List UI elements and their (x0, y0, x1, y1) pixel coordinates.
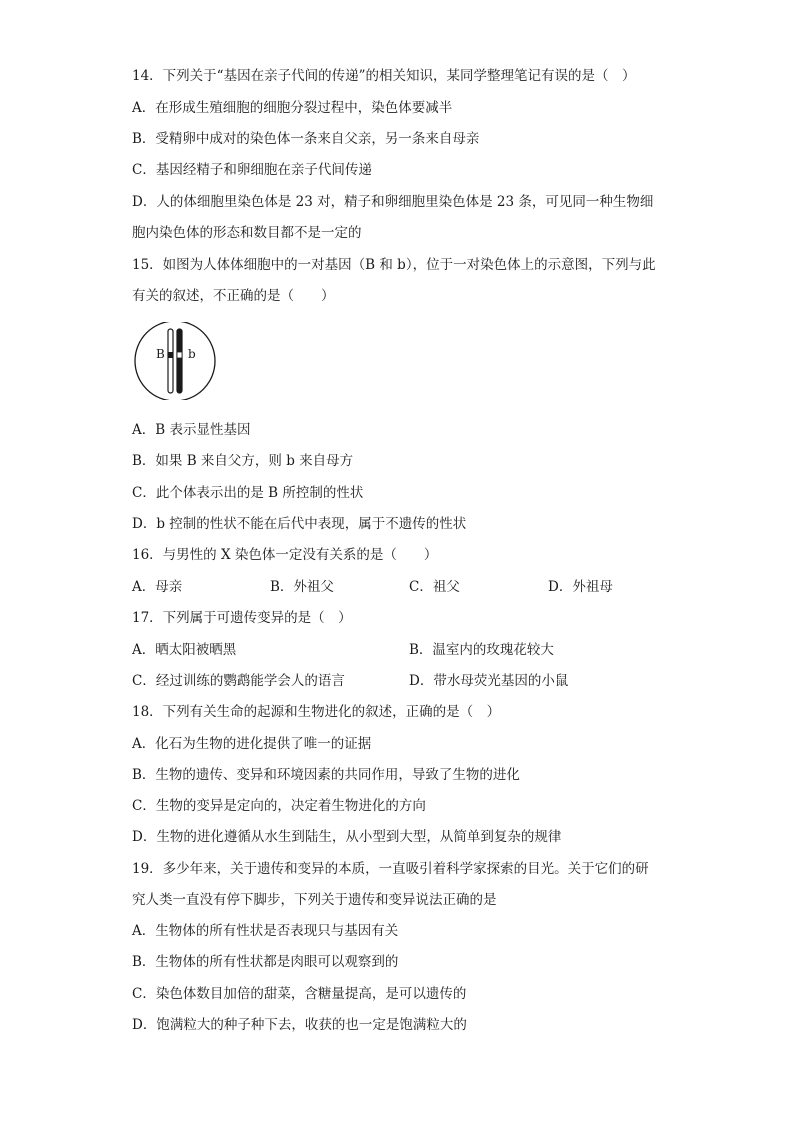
q15-stem-line1: 15．如图为人体体细胞中的一对基因（B 和 b），位于一对染色体上的示意图，下列与此 (132, 257, 656, 273)
gene-locus-b-upper (168, 352, 173, 358)
q14-stem: 14．下列关于“基因在亲子代间的传递”的相关知识，某同学整理笔记有误的是（ ） (132, 68, 636, 84)
q16-stem: 16．与男性的 X 染色体一定没有关系的是（ ） (132, 547, 438, 563)
q16-option-d: D．外祖母 (548, 579, 613, 595)
q15-stem-line2: 有关的叙述，不正确的是（ ） (132, 288, 335, 304)
q14-option-b: B．受精卵中成对的染色体一条来自父亲，另一条来自母亲 (132, 131, 480, 147)
q19-option-d: D．饱满粒大的种子种下去，收获的也一定是饱满粒大的 (132, 1017, 467, 1033)
q18-option-c: C．生物的变异是定向的，决定着生物进化的方向 (132, 798, 426, 814)
cell-outline (135, 322, 215, 400)
q15-option-d: D．b 控制的性状不能在后代中表现，属于不遗传的性状 (132, 516, 467, 532)
gene-label-B: B (156, 347, 165, 361)
q15-option-c: C．此个体表示出的是 B 所控制的性状 (132, 485, 364, 501)
q16-option-b: B．外祖父 (270, 579, 334, 595)
q18-stem: 18．下列有关生命的起源和生物进化的叙述，正确的是（ ） (132, 704, 501, 720)
q16-option-c: C．祖父 (409, 579, 460, 595)
q17-option-b: B．温室内的玫瑰花较大 (409, 642, 554, 658)
q17-option-d: D．带水母荧光基因的小鼠 (409, 673, 569, 689)
q14-option-d-line2: 胞内染色体的形态和数目都不是一定的 (132, 225, 362, 241)
q15-option-a: A．B 表示显性基因 (132, 422, 251, 438)
q16-option-a: A．母亲 (132, 579, 183, 595)
q18-option-d: D．生物的进化遵循从水生到陆生，从小型到大型，从简单到复杂的规律 (132, 829, 562, 845)
q17-option-a: A．晒太阳被晒黑 (132, 642, 237, 658)
gene-locus-b-lower (177, 352, 182, 358)
q19-option-c: C．染色体数目加倍的甜菜，含糖量提高，是可以遗传的 (132, 986, 467, 1002)
chromosome-figure (132, 322, 218, 400)
q19-stem-line2: 究人类一直没有停下脚步，下列关于遗传和变异说法正确的是 (132, 892, 497, 908)
chromosome-right (177, 329, 182, 393)
q18-option-b: B．生物的遗传、变异和环境因素的共同作用，导致了生物的进化 (132, 767, 520, 783)
q17-option-c: C．经过训练的鹦鹉能学会人的语言 (132, 673, 345, 689)
gene-label-b: b (188, 347, 196, 361)
q19-option-b: B．生物体的所有性状都是肉眼可以观察到的 (132, 954, 399, 970)
q19-stem-line1: 19．多少年来，关于遗传和变异的本质，一直吸引着科学家探索的目光。关于它们的研 (132, 861, 649, 877)
chromosome-diagram (132, 322, 218, 400)
q15-option-b: B．如果 B 来自父方，则 b 来自母方 (132, 453, 354, 469)
q14-option-c: C．基因经精子和卵细胞在亲子代间传递 (132, 162, 372, 178)
q17-stem: 17．下列属于可遗传变异的是（ ） (132, 610, 352, 626)
chromosome-left (168, 329, 173, 393)
q19-option-a: A．生物体的所有性状是否表现只与基因有关 (132, 923, 399, 939)
q18-option-a: A．化石为生物的进化提供了唯一的证据 (132, 736, 372, 752)
q14-option-a: A．在形成生殖细胞的细胞分裂过程中，染色体要减半 (132, 100, 453, 116)
q14-option-d-line1: D．人的体细胞里染色体是 23 对，精子和卵细胞里染色体是 23 条，可见同一种生物细 (132, 194, 654, 210)
